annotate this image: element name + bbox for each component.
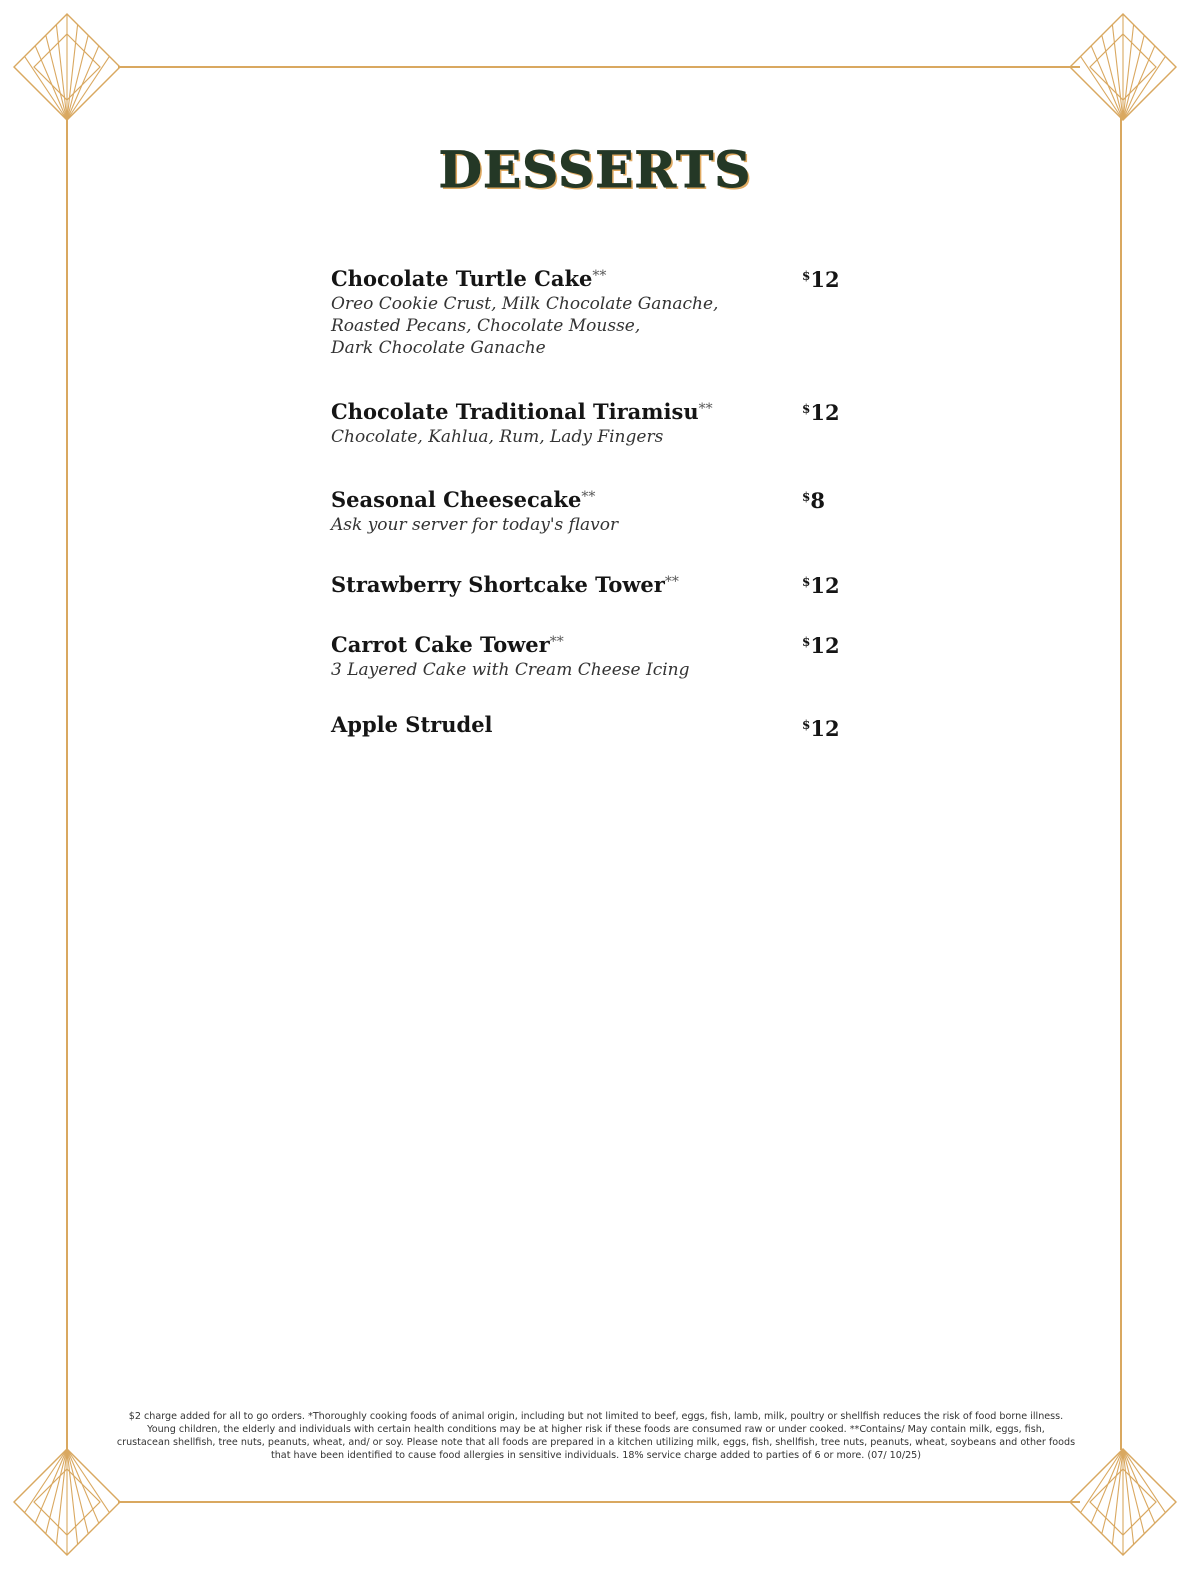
item-price: $12: [802, 573, 840, 598]
page-title: DESSERTS: [438, 140, 752, 199]
allergen-marker: **: [698, 401, 713, 417]
menu-item: [331, 568, 851, 599]
art-deco-corner-ornament-icon: [1068, 12, 1178, 122]
menu-item: [331, 711, 851, 739]
menu-item: [331, 395, 851, 448]
item-price: $12: [802, 633, 840, 658]
item-description: Chocolate, Kahlua, Rum, Lady Fingers: [331, 427, 664, 447]
item-name: Strawberry Shortcake Tower**: [331, 572, 679, 597]
footer-line: Young children, the elderly and individuals with certain health conditions may be at higher risk if these foods are consumed raw or under cooked. **Contains/ May contain milk, eggs, fish,: [147, 1424, 1045, 1435]
allergen-marker: **: [549, 634, 564, 650]
item-name: Seasonal Cheesecake**: [331, 487, 596, 512]
frame-bottom-line: [118, 1501, 1080, 1503]
menu-item: [331, 628, 851, 681]
item-description: 3 Layered Cake with Cream Cheese Icing: [331, 660, 690, 680]
item-price: $12: [802, 267, 840, 292]
art-deco-corner-ornament-icon: [12, 12, 122, 122]
item-price: $12: [802, 400, 840, 425]
footer-line: crustacean shellfish, tree nuts, peanuts, wheat, and/ or soy. Please note that all foods are prepared in a kitchen utilizing milk, eggs, fish, shellfish, tree nuts, peanuts, wheat, soybeans and other foods: [116, 1437, 1076, 1448]
item-name: Apple Strudel: [331, 712, 493, 737]
art-deco-corner-ornament-icon: [1068, 1447, 1178, 1557]
item-price: $12: [802, 716, 840, 741]
item-name: Carrot Cake Tower**: [331, 632, 564, 657]
frame-left-line: [66, 118, 68, 1450]
footer-line: $2 charge added for all to go orders. *Thoroughly cooking foods of animal origin, including but not limited to beef, eggs, fish, lamb, milk, poultry or shellfish reduces the risk of food borne illness.: [128, 1411, 1064, 1422]
frame-top-line: [118, 66, 1080, 68]
dessert-list: [331, 262, 851, 739]
footer-disclaimer: [96, 1410, 1096, 1462]
item-name: Chocolate Turtle Cake**: [331, 266, 607, 291]
allergen-marker: **: [581, 489, 596, 505]
item-description: Oreo Cookie Crust, Milk Chocolate Ganache, Roasted Pecans, Chocolate Mousse, Dark Chocolate Ganache: [331, 294, 719, 358]
menu-item: [331, 483, 851, 536]
menu-item: [331, 262, 851, 359]
allergen-marker: **: [664, 574, 679, 590]
allergen-marker: **: [592, 268, 607, 284]
frame-right-line: [1120, 118, 1122, 1450]
art-deco-corner-ornament-icon: [12, 1447, 122, 1557]
item-name: Chocolate Traditional Tiramisu**: [331, 399, 713, 424]
item-price: $8: [802, 488, 825, 513]
item-description: Ask your server for today's flavor: [331, 515, 619, 535]
footer-line: that have been identified to cause food allergies in sensitive individuals. 18% service charge added to parties of 6 or more. (07/ 10/25): [270, 1450, 922, 1461]
